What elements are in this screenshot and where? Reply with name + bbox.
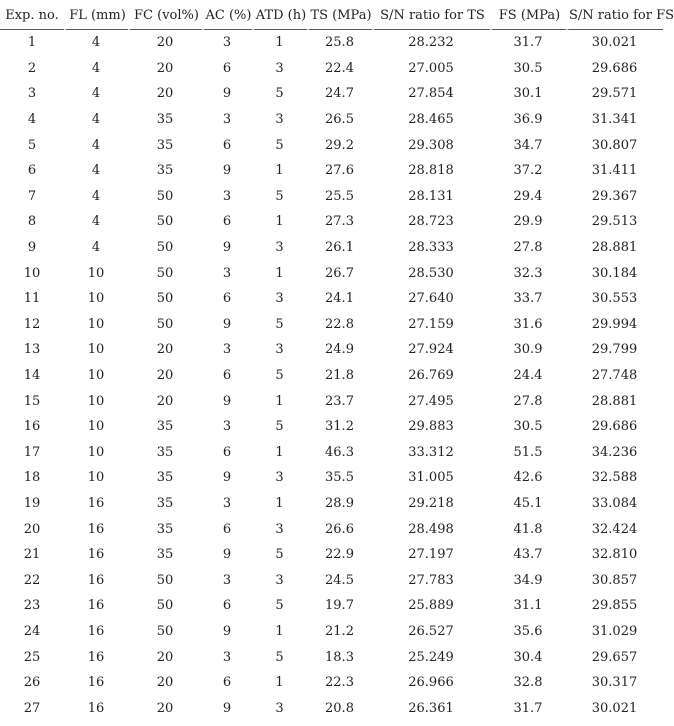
- table-cell-ts: 20.8: [325, 700, 354, 716]
- table-cell-ac: 9: [222, 393, 232, 409]
- table-cell-sn-fs: 28.881: [591, 393, 638, 409]
- table-cell-fs: 36.9: [513, 112, 543, 128]
- table-cell-ac: 3: [222, 188, 232, 204]
- table-cell-sn-ts: 27.783: [408, 572, 454, 588]
- table-cell-fs: 30.4: [513, 649, 543, 665]
- table-cell-atd: 3: [275, 342, 284, 358]
- table-cell-fc: 35: [156, 112, 174, 128]
- table-cell-exp-no: 14: [23, 368, 41, 384]
- table-cell-exp-no: 19: [23, 495, 41, 511]
- table-cell-ac: 9: [222, 316, 232, 332]
- table-cell-sn-fs: 33.084: [591, 495, 638, 511]
- header-cell-fl: FL (mm): [64, 2, 128, 30]
- table-cell-fc: 35: [156, 444, 174, 460]
- table-cell-sn-fs: 32.424: [591, 521, 638, 537]
- table-cell-fc: 50: [156, 316, 174, 332]
- table-cell-ts: 19.7: [325, 598, 354, 614]
- table-cell-ac: 3: [222, 419, 232, 435]
- table-cell-exp-no: 10: [23, 265, 41, 281]
- table-cell-fs: 34.7: [513, 137, 543, 153]
- table-cell-exp-no: 25: [23, 649, 41, 665]
- table-cell-sn-fs: 30.021: [591, 35, 638, 51]
- table-cell-exp-no: 26: [23, 675, 41, 691]
- table-cell-atd: 3: [275, 521, 284, 537]
- table-cell-ts: 35.5: [325, 470, 354, 486]
- table-cell-fc: 35: [156, 137, 174, 153]
- table-cell-sn-fs: 31.341: [591, 112, 638, 128]
- table-cell-fl: 10: [87, 291, 105, 307]
- table-cell-sn-fs: 30.184: [591, 265, 638, 281]
- table-cell-exp-no: 18: [23, 470, 41, 486]
- table-cell-ts: 24.9: [325, 342, 354, 358]
- table-cell-ac: 3: [222, 112, 232, 128]
- table-cell-fs: 31.6: [513, 316, 543, 332]
- table-cell-sn-fs: 30.807: [591, 137, 638, 153]
- table-cell-sn-fs: 29.513: [591, 214, 638, 230]
- table-cell-ac: 3: [222, 35, 232, 51]
- table-cell-fc: 35: [156, 521, 174, 537]
- table-cell-ts: 26.7: [325, 265, 354, 281]
- table-row: [0, 414, 663, 440]
- table-cell-exp-no: 17: [23, 444, 41, 460]
- table-cell-ts: 28.9: [325, 495, 354, 511]
- table-cell-fc: 50: [156, 188, 174, 204]
- table-cell-atd: 1: [275, 675, 284, 691]
- header-cell-sn-fs: S/N ratio for FS: [566, 2, 663, 30]
- table-cell-sn-fs: 29.367: [591, 188, 638, 204]
- table-cell-fs: 37.2: [513, 163, 543, 179]
- table-cell-sn-ts: 28.131: [408, 188, 454, 204]
- table-cell-fl: 4: [91, 240, 101, 256]
- table-cell-ac: 6: [222, 675, 232, 691]
- table-cell-fc: 20: [156, 86, 174, 102]
- table-cell-ac: 9: [222, 547, 232, 563]
- table-cell-fc: 20: [156, 700, 174, 716]
- table-cell-atd: 1: [275, 265, 284, 281]
- table-cell-ts: 23.7: [325, 393, 354, 409]
- table-cell-ts: 22.4: [325, 60, 354, 76]
- table-row: [0, 158, 663, 184]
- table-row: [0, 286, 663, 312]
- header-cell-ts: TS (MPa): [307, 2, 372, 30]
- table-cell-sn-ts: 33.312: [408, 444, 454, 460]
- table-cell-ac: 6: [222, 291, 232, 307]
- table-cell-atd: 5: [275, 316, 284, 332]
- table-cell-sn-ts: 29.218: [408, 495, 454, 511]
- table-cell-exp-no: 7: [27, 188, 37, 204]
- table-cell-fl: 16: [87, 649, 105, 665]
- table-cell-fs: 27.8: [513, 240, 543, 256]
- table-cell-fs: 32.8: [513, 675, 543, 691]
- table-cell-atd: 3: [275, 572, 284, 588]
- table-cell-ac: 3: [222, 649, 232, 665]
- table-cell-sn-fs: 30.553: [591, 291, 638, 307]
- table-row: [0, 132, 663, 158]
- table-cell-fs: 30.9: [513, 342, 543, 358]
- table-cell-atd: 1: [275, 163, 284, 179]
- table-cell-fs: 30.5: [513, 419, 543, 435]
- table-cell-ac: 6: [222, 521, 232, 537]
- table-row: [0, 363, 663, 389]
- table-cell-ts: 24.7: [325, 86, 354, 102]
- table-cell-atd: 5: [275, 188, 284, 204]
- table-cell-ac: 6: [222, 598, 232, 614]
- table-row: [0, 644, 663, 670]
- table-cell-sn-ts: 27.854: [408, 86, 454, 102]
- table-cell-exp-no: 1: [27, 35, 37, 51]
- table-cell-sn-ts: 25.889: [408, 598, 454, 614]
- table-cell-fs: 31.7: [513, 700, 543, 716]
- table-cell-sn-ts: 26.361: [408, 700, 454, 716]
- table-cell-fc: 35: [156, 419, 174, 435]
- table-cell-ts: 46.3: [325, 444, 354, 460]
- table-cell-fs: 51.5: [513, 444, 543, 460]
- table-cell-fl: 10: [87, 316, 105, 332]
- table-cell-fl: 10: [87, 393, 105, 409]
- table-row: [0, 388, 663, 414]
- header-cell-sn-ts: S/N ratio for TS: [372, 2, 490, 30]
- table-row: [0, 184, 663, 210]
- table-cell-fl: 16: [87, 547, 105, 563]
- table-cell-exp-no: 15: [23, 393, 41, 409]
- table-cell-ac: 6: [222, 137, 232, 153]
- table-body: [0, 30, 663, 721]
- table-cell-atd: 1: [275, 393, 284, 409]
- table-cell-atd: 1: [275, 495, 284, 511]
- table-cell-atd: 5: [275, 137, 284, 153]
- table-cell-fl: 4: [91, 163, 101, 179]
- table-cell-fc: 35: [156, 547, 174, 563]
- table-row: [0, 619, 663, 645]
- table-cell-exp-no: 2: [27, 60, 37, 76]
- table-cell-fl: 10: [87, 265, 105, 281]
- table-cell-atd: 5: [275, 419, 284, 435]
- table-row: [0, 516, 663, 542]
- table-cell-atd: 5: [275, 547, 284, 563]
- table-cell-fc: 35: [156, 495, 174, 511]
- table-cell-ts: 25.5: [325, 188, 354, 204]
- table-cell-fc: 50: [156, 623, 174, 639]
- table-cell-exp-no: 24: [23, 623, 41, 639]
- table-cell-fc: 35: [156, 470, 174, 486]
- table-cell-atd: 5: [275, 368, 284, 384]
- table-cell-fl: 16: [87, 495, 105, 511]
- header-cell-fc: FC (vol%): [128, 2, 202, 30]
- table-cell-sn-ts: 27.159: [408, 316, 454, 332]
- table-cell-fc: 20: [156, 649, 174, 665]
- table-cell-fc: 50: [156, 291, 174, 307]
- table-row: [0, 695, 663, 721]
- table-cell-sn-fs: 29.571: [591, 86, 638, 102]
- table-cell-fl: 16: [87, 521, 105, 537]
- table-cell-sn-ts: 28.723: [408, 214, 454, 230]
- table-cell-ac: 9: [222, 470, 232, 486]
- table-cell-exp-no: 11: [23, 291, 41, 307]
- table-cell-fl: 10: [87, 419, 105, 435]
- table-row: [0, 30, 663, 56]
- table-cell-sn-fs: 29.855: [591, 598, 638, 614]
- table-cell-fl: 4: [91, 86, 101, 102]
- table-cell-fl: 4: [91, 214, 101, 230]
- table-cell-fs: 35.6: [513, 623, 543, 639]
- table-cell-fc: 50: [156, 240, 174, 256]
- table-cell-fs: 42.6: [513, 470, 543, 486]
- table-cell-sn-fs: 29.686: [591, 60, 638, 76]
- table-cell-sn-fs: 27.748: [591, 368, 638, 384]
- table-cell-sn-fs: 29.686: [591, 419, 638, 435]
- table-cell-atd: 5: [275, 598, 284, 614]
- table-row: [0, 567, 663, 593]
- table-cell-sn-ts: 29.883: [408, 419, 454, 435]
- table-cell-sn-ts: 27.495: [408, 393, 454, 409]
- table-row: [0, 337, 663, 363]
- table-cell-sn-fs: 34.236: [591, 444, 638, 460]
- table-cell-sn-ts: 28.333: [408, 240, 454, 256]
- table-cell-fc: 50: [156, 572, 174, 588]
- table-cell-exp-no: 20: [23, 521, 41, 537]
- table-cell-ts: 27.6: [325, 163, 354, 179]
- table-cell-sn-ts: 27.640: [408, 291, 454, 307]
- table-cell-sn-ts: 29.308: [408, 137, 454, 153]
- table-cell-ts: 21.2: [325, 623, 354, 639]
- table-cell-ac: 6: [222, 368, 232, 384]
- table-cell-atd: 1: [275, 214, 284, 230]
- table-cell-fs: 45.1: [513, 495, 543, 511]
- table-cell-fl: 10: [87, 444, 105, 460]
- table-cell-exp-no: 13: [23, 342, 41, 358]
- table-cell-fl: 16: [87, 675, 105, 691]
- table-cell-ac: 3: [222, 265, 232, 281]
- table-cell-fc: 20: [156, 393, 174, 409]
- table-cell-sn-ts: 26.966: [408, 675, 454, 691]
- table-cell-ac: 6: [222, 444, 232, 460]
- table-cell-sn-fs: 29.657: [591, 649, 638, 665]
- table-row: [0, 440, 663, 466]
- table-row: [0, 593, 663, 619]
- table-cell-atd: 5: [275, 86, 284, 102]
- table-cell-sn-fs: 28.881: [591, 240, 638, 256]
- table-cell-ts: 26.5: [325, 112, 354, 128]
- table-cell-atd: 1: [275, 444, 284, 460]
- table-cell-sn-ts: 28.818: [408, 163, 454, 179]
- table-cell-ac: 3: [222, 495, 232, 511]
- table-row: [0, 491, 663, 517]
- table-cell-sn-ts: 28.465: [408, 112, 454, 128]
- table-cell-ac: 9: [222, 163, 232, 179]
- table-cell-fc: 50: [156, 598, 174, 614]
- table-cell-ts: 22.8: [325, 316, 354, 332]
- table-cell-fc: 50: [156, 265, 174, 281]
- table-cell-exp-no: 9: [27, 240, 37, 256]
- table-cell-exp-no: 8: [27, 214, 37, 230]
- table-cell-fc: 50: [156, 214, 174, 230]
- table-cell-ts: 27.3: [325, 214, 354, 230]
- table-cell-atd: 3: [275, 112, 284, 128]
- table-cell-ts: 31.2: [325, 419, 354, 435]
- table-cell-ac: 6: [222, 214, 232, 230]
- table-cell-sn-ts: 28.232: [408, 35, 454, 51]
- table-row: [0, 209, 663, 235]
- table-cell-fc: 20: [156, 368, 174, 384]
- table-cell-atd: 3: [275, 470, 284, 486]
- table-cell-sn-fs: 29.994: [591, 316, 638, 332]
- table-cell-sn-fs: 32.810: [591, 547, 638, 563]
- table-cell-ts: 29.2: [325, 137, 354, 153]
- table-cell-ac: 9: [222, 86, 232, 102]
- table-row: [0, 81, 663, 107]
- table-row: [0, 542, 663, 568]
- table-cell-sn-ts: 27.197: [408, 547, 454, 563]
- table-cell-atd: 5: [275, 649, 284, 665]
- table-cell-atd: 3: [275, 700, 284, 716]
- table-cell-fl: 4: [91, 188, 101, 204]
- table-cell-sn-ts: 25.249: [408, 649, 454, 665]
- table-cell-fs: 43.7: [513, 547, 543, 563]
- table-cell-fs: 31.7: [513, 35, 543, 51]
- table-cell-sn-fs: 30.317: [591, 675, 638, 691]
- table-cell-fl: 16: [87, 623, 105, 639]
- table-cell-ts: 24.1: [325, 291, 354, 307]
- table-cell-fc: 20: [156, 675, 174, 691]
- table-cell-ac: 9: [222, 240, 232, 256]
- header-cell-fs: FS (MPa): [490, 2, 566, 30]
- table-cell-sn-ts: 28.498: [408, 521, 454, 537]
- table-cell-ac: 9: [222, 700, 232, 716]
- table-cell-sn-ts: 26.527: [408, 623, 454, 639]
- table-cell-ts: 26.1: [325, 240, 354, 256]
- table-cell-fs: 27.8: [513, 393, 543, 409]
- table-cell-atd: 3: [275, 291, 284, 307]
- table-cell-fl: 16: [87, 598, 105, 614]
- table-cell-sn-ts: 31.005: [408, 470, 454, 486]
- table-cell-exp-no: 4: [27, 112, 37, 128]
- table-cell-atd: 3: [275, 240, 284, 256]
- table-cell-fl: 4: [91, 60, 101, 76]
- table-cell-fc: 20: [156, 342, 174, 358]
- table-cell-sn-fs: 31.411: [591, 163, 638, 179]
- table-cell-atd: 1: [275, 35, 284, 51]
- table-cell-fl: 10: [87, 342, 105, 358]
- table-cell-fs: 24.4: [513, 368, 543, 384]
- table-cell-fs: 33.7: [513, 291, 543, 307]
- table-cell-ac: 3: [222, 572, 232, 588]
- table-cell-fl: 10: [87, 368, 105, 384]
- table-cell-ts: 22.3: [325, 675, 354, 691]
- table-cell-fc: 20: [156, 60, 174, 76]
- table-cell-exp-no: 23: [23, 598, 41, 614]
- table-cell-exp-no: 22: [23, 572, 41, 588]
- header-cell-ac: AC (%): [202, 2, 252, 30]
- table-cell-ac: 3: [222, 342, 232, 358]
- table-row: [0, 235, 663, 261]
- table-cell-exp-no: 6: [27, 163, 37, 179]
- table-row: [0, 465, 663, 491]
- table-row: [0, 670, 663, 696]
- table-cell-exp-no: 3: [27, 86, 37, 102]
- table-cell-fs: 34.9: [513, 572, 543, 588]
- table-cell-sn-ts: 28.530: [408, 265, 454, 281]
- table-row: [0, 260, 663, 286]
- header-cell-atd: ATD (h): [252, 2, 307, 30]
- table-cell-fs: 30.5: [513, 60, 543, 76]
- experiment-results-table: [0, 2, 674, 721]
- table-cell-ts: 24.5: [325, 572, 354, 588]
- table-cell-ac: 6: [222, 60, 232, 76]
- table-cell-sn-ts: 26.769: [408, 368, 454, 384]
- table-cell-exp-no: 12: [23, 316, 41, 332]
- table-cell-ac: 9: [222, 623, 232, 639]
- table-cell-ts: 22.9: [325, 547, 354, 563]
- table-cell-fs: 30.1: [513, 86, 543, 102]
- table-cell-fs: 29.4: [513, 188, 543, 204]
- table-cell-exp-no: 21: [23, 547, 41, 563]
- table-cell-ts: 25.8: [325, 35, 354, 51]
- table-cell-fl: 4: [91, 137, 101, 153]
- table-cell-fl: 4: [91, 112, 101, 128]
- table-cell-sn-fs: 32.588: [591, 470, 638, 486]
- table-cell-fs: 41.8: [513, 521, 543, 537]
- table-cell-fl: 16: [87, 700, 105, 716]
- table-cell-exp-no: 27: [23, 700, 41, 716]
- table-cell-fc: 35: [156, 163, 174, 179]
- table-cell-ts: 21.8: [325, 368, 354, 384]
- table-cell-sn-fs: 31.029: [591, 623, 638, 639]
- table-cell-fl: 4: [91, 35, 101, 51]
- table-row: [0, 312, 663, 338]
- table-cell-sn-fs: 30.021: [591, 700, 638, 716]
- table-cell-exp-no: 5: [27, 137, 37, 153]
- table-row: [0, 107, 663, 133]
- table-cell-fl: 10: [87, 470, 105, 486]
- header-cell-exp-no: Exp. no.: [0, 2, 64, 30]
- table-cell-atd: 1: [275, 623, 284, 639]
- table-cell-atd: 3: [275, 60, 284, 76]
- table-cell-sn-fs: 30.857: [591, 572, 638, 588]
- table-cell-fs: 32.3: [513, 265, 543, 281]
- table-cell-fc: 20: [156, 35, 174, 51]
- table-cell-fl: 16: [87, 572, 105, 588]
- table-cell-fs: 31.1: [513, 598, 543, 614]
- table-cell-ts: 26.6: [325, 521, 354, 537]
- table-cell-sn-fs: 29.799: [591, 342, 638, 358]
- header-row: [0, 2, 663, 30]
- table-cell-fs: 29.9: [513, 214, 543, 230]
- table-row: [0, 56, 663, 82]
- table-cell-ts: 18.3: [325, 649, 354, 665]
- table-cell-sn-ts: 27.924: [408, 342, 454, 358]
- table-cell-sn-ts: 27.005: [408, 60, 454, 76]
- table-cell-exp-no: 16: [23, 419, 41, 435]
